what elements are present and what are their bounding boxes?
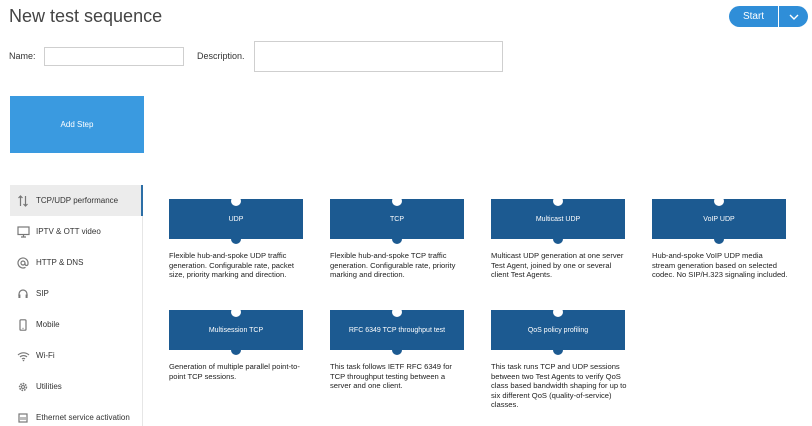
connector-notch — [553, 196, 563, 206]
start-button-group — [729, 6, 808, 27]
ethernet-icon — [16, 411, 30, 425]
sidebar-item-tcp-udp-performance[interactable] — [10, 185, 143, 216]
page-title: New test sequence — [9, 6, 163, 26]
sidebar-item-label: HTTP & DNS — [36, 258, 84, 267]
sidebar-item-ethernet-service-activation[interactable] — [10, 402, 143, 426]
card-title: RFC 6349 TCP throughput test — [330, 310, 464, 350]
sidebar-item-label: Ethernet service activation — [36, 413, 130, 422]
sidebar-item-label: IPTV & OTT video — [36, 227, 101, 236]
card-description: Flexible hub-and-spoke UDP traffic generation. Configurable rate, packet size, priority marking and direction. — [169, 251, 294, 280]
card-description: Multicast UDP generation at one server Test Agent, joined by one or several client Test Agents. — [491, 251, 624, 280]
card-title: TCP — [330, 199, 464, 239]
name-label: Name: — [9, 51, 36, 61]
start-dropdown-toggle[interactable] — [778, 6, 808, 27]
sidebar-item-wi-fi[interactable] — [10, 340, 143, 371]
connector-notch — [392, 196, 402, 206]
sidebar-item-utilities[interactable] — [10, 371, 143, 402]
connector-notch — [553, 307, 563, 317]
connector-notch — [392, 234, 402, 244]
gear-icon — [16, 380, 30, 394]
sidebar-item-label: Utilities — [36, 382, 62, 391]
description-label: Description. — [197, 51, 245, 61]
at-sign-icon — [16, 256, 30, 270]
sidebar-item-sip[interactable] — [10, 278, 143, 309]
connector-notch — [231, 234, 241, 244]
sidebar-item-http-dns[interactable] — [10, 247, 143, 278]
sidebar-item-label: Wi-Fi — [36, 351, 55, 360]
description-input[interactable] — [254, 41, 503, 72]
card-title: VoIP UDP — [652, 199, 786, 239]
mobile-phone-icon — [16, 318, 30, 332]
sidebar-item-iptv-ott-video[interactable] — [10, 216, 143, 247]
headset-icon — [16, 287, 30, 301]
card-description: This task follows IETF RFC 6349 for TCP throughput testing between a server and one client. — [330, 362, 452, 391]
connector-notch — [231, 196, 241, 206]
wifi-icon — [16, 349, 30, 363]
connector-notch — [392, 307, 402, 317]
arrows-updown-icon — [16, 194, 30, 208]
card-title: Multicast UDP — [491, 199, 625, 239]
name-input[interactable] — [44, 47, 184, 66]
card-title: QoS policy profiling — [491, 310, 625, 350]
card-title: Multisession TCP — [169, 310, 303, 350]
card-description: Flexible hub-and-spoke TCP traffic generation. Configurable rate, priority marking and direction. — [330, 251, 456, 280]
start-button[interactable]: Start — [729, 6, 778, 27]
card-description: Hub-and-spoke VoIP UDP media stream generation based on selected codec. No SIP/H.323 signaling included. — [652, 251, 788, 280]
connector-notch — [553, 345, 563, 355]
connector-notch — [714, 196, 724, 206]
sidebar-item-mobile[interactable] — [10, 309, 143, 340]
chevron-down-icon — [789, 14, 799, 20]
connector-notch — [392, 345, 402, 355]
card-title: UDP — [169, 199, 303, 239]
add-step-button[interactable]: Add Step — [10, 96, 144, 153]
connector-notch — [714, 234, 724, 244]
connector-notch — [231, 345, 241, 355]
connector-notch — [231, 307, 241, 317]
card-description: This task runs TCP and UDP sessions between two Test Agents to verify QoS class based bandwidth shaping for up to six different QoS (quality-of-service) classes. — [491, 362, 627, 410]
card-description: Generation of multiple parallel point-to-point TCP sessions. — [169, 362, 300, 381]
monitor-icon — [16, 225, 30, 239]
connector-notch — [553, 234, 563, 244]
sidebar-item-label: SIP — [36, 289, 49, 298]
sidebar-item-label: TCP/UDP performance — [36, 196, 119, 205]
sidebar-item-label: Mobile — [36, 320, 60, 329]
category-sidebar — [10, 185, 143, 426]
